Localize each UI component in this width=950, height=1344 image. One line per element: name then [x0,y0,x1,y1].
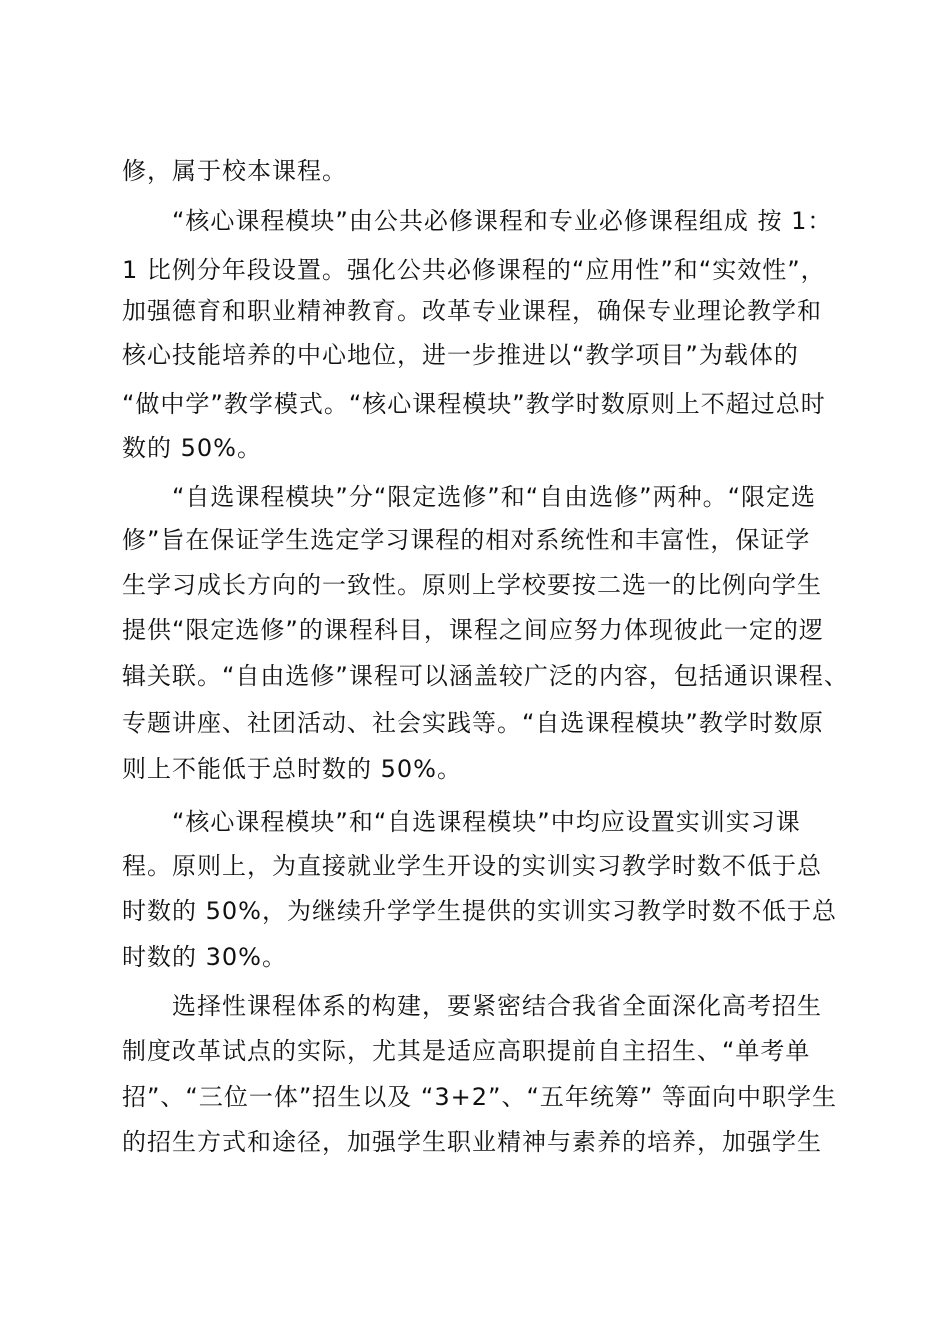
text-line: 辑关联。“自由选修”课程可以涵盖较广泛的内容，包括通识课程、 [122,662,849,690]
text-line: 程。原则上，为直接就业学生开设的实训实习教学时数不低于总 [122,852,822,880]
text-line: “自选课程模块”分“限定选修”和“自由选修”两种。“限定选 [172,483,817,511]
text-line: 1 比例分年段设置。强化公共必修课程的“应用性”和“实效性”， [122,256,826,284]
text-line: 选择性课程体系的构建，要紧密结合我省全面深化高考招生 [172,992,822,1020]
text-line: 招”、“三位一体”招生以及 “3+2”、“五年统筹” 等面向中职学生 [122,1083,837,1111]
text-line: 专题讲座、社团活动、社会实践等。“自选课程模块”教学时数原 [122,709,824,737]
text-line: 制度改革试点的实际，尤其是适应高职提前自主招生、“单考单 [122,1037,811,1065]
text-line: 则上不能低于总时数的 50%。 [122,755,462,783]
text-line: 加强德育和职业精神教育。改革专业课程，确保专业理论教学和 [122,297,822,325]
text-line: 数的 50%。 [122,434,262,462]
text-line: 时数的 50%，为继续升学学生提供的实训实习教学时数不低于总 [122,897,837,925]
text-line: “核心课程模块”由公共必修课程和专业必修课程组成 按 1： [172,207,833,235]
text-line: 修，属于校本课程。 [122,157,347,185]
text-line: 时数的 30%。 [122,943,287,971]
text-line: 的招生方式和途径，加强学生职业精神与素养的培养，加强学生 [122,1128,822,1156]
text-line: 修”旨在保证学生选定学习课程的相对系统性和丰富性，保证学 [122,526,811,554]
text-line: 生学习成长方向的一致性。原则上学校要按二选一的比例向学生 [122,571,822,599]
text-line: “核心课程模块”和“自选课程模块”中均应设置实训实习课 [172,808,801,836]
text-line: 提供“限定选修”的课程科目，课程之间应努力体现彼此一定的逻 [122,616,824,644]
text-line: “做中学”教学模式。“核心课程模块”教学时数原则上不超过总时 [122,390,826,418]
text-line: 核心技能培养的中心地位，进一步推进以“教学项目”为载体的 [122,341,799,369]
